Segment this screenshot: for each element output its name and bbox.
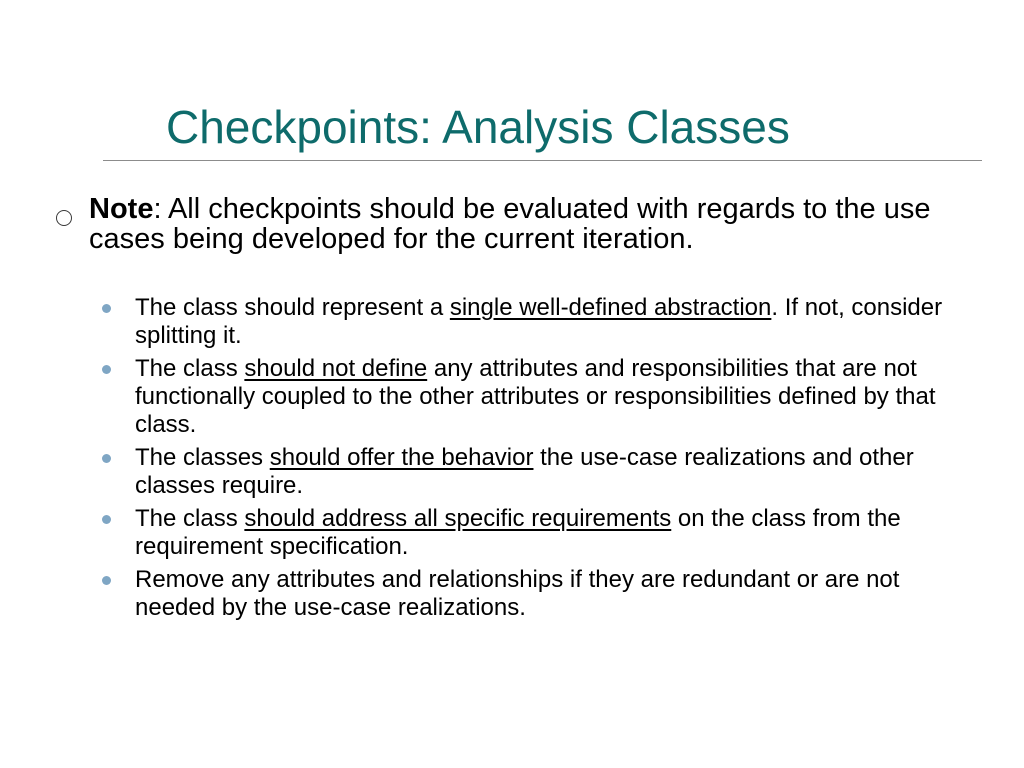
list-item	[102, 444, 982, 500]
item-underlined-text: should offer the behavior	[269, 444, 534, 471]
item-text: The class should represent a	[135, 294, 450, 321]
bullet-dot-icon	[102, 365, 111, 374]
note-text: : All checkpoints should be evaluated with regards to the use cases being developed for the current iteration.	[89, 193, 931, 255]
list-item	[102, 505, 982, 561]
list-item	[102, 294, 982, 350]
checkpoint-list	[102, 294, 982, 627]
item-text-end: on the class from the requirement specification.	[135, 505, 901, 560]
slide-title: Checkpoints: Analysis Classes	[166, 101, 790, 153]
bullet-dot-icon	[102, 304, 111, 313]
item-text: The class	[135, 505, 245, 532]
hollow-circle-bullet-icon	[56, 210, 72, 226]
note-label: Note	[89, 193, 154, 225]
bullet-dot-icon	[102, 515, 111, 524]
item-text: The class	[135, 355, 245, 382]
title-divider	[103, 160, 982, 161]
item-text: Remove any attributes and relationships if they are redundant or are not needed by the use-case realizations.	[135, 566, 900, 621]
item-underlined-text: should address all specific requirements	[244, 505, 672, 532]
item-text-end: any attributes and responsibilities that are not functionally coupled to the other attributes or responsibilities defined by that class.	[135, 355, 936, 438]
bullet-dot-icon	[102, 576, 111, 585]
item-text: The classes	[135, 444, 270, 471]
bullet-dot-icon	[102, 454, 111, 463]
list-item	[102, 355, 982, 439]
item-text-end: the use-case realizations and other classes require.	[135, 444, 914, 499]
item-underlined-text: single well-defined abstraction	[449, 294, 772, 321]
note-paragraph	[89, 194, 979, 254]
item-text-end: . If not, consider splitting it.	[135, 294, 943, 349]
list-item	[102, 566, 982, 622]
item-underlined-text: should not define	[244, 355, 428, 382]
